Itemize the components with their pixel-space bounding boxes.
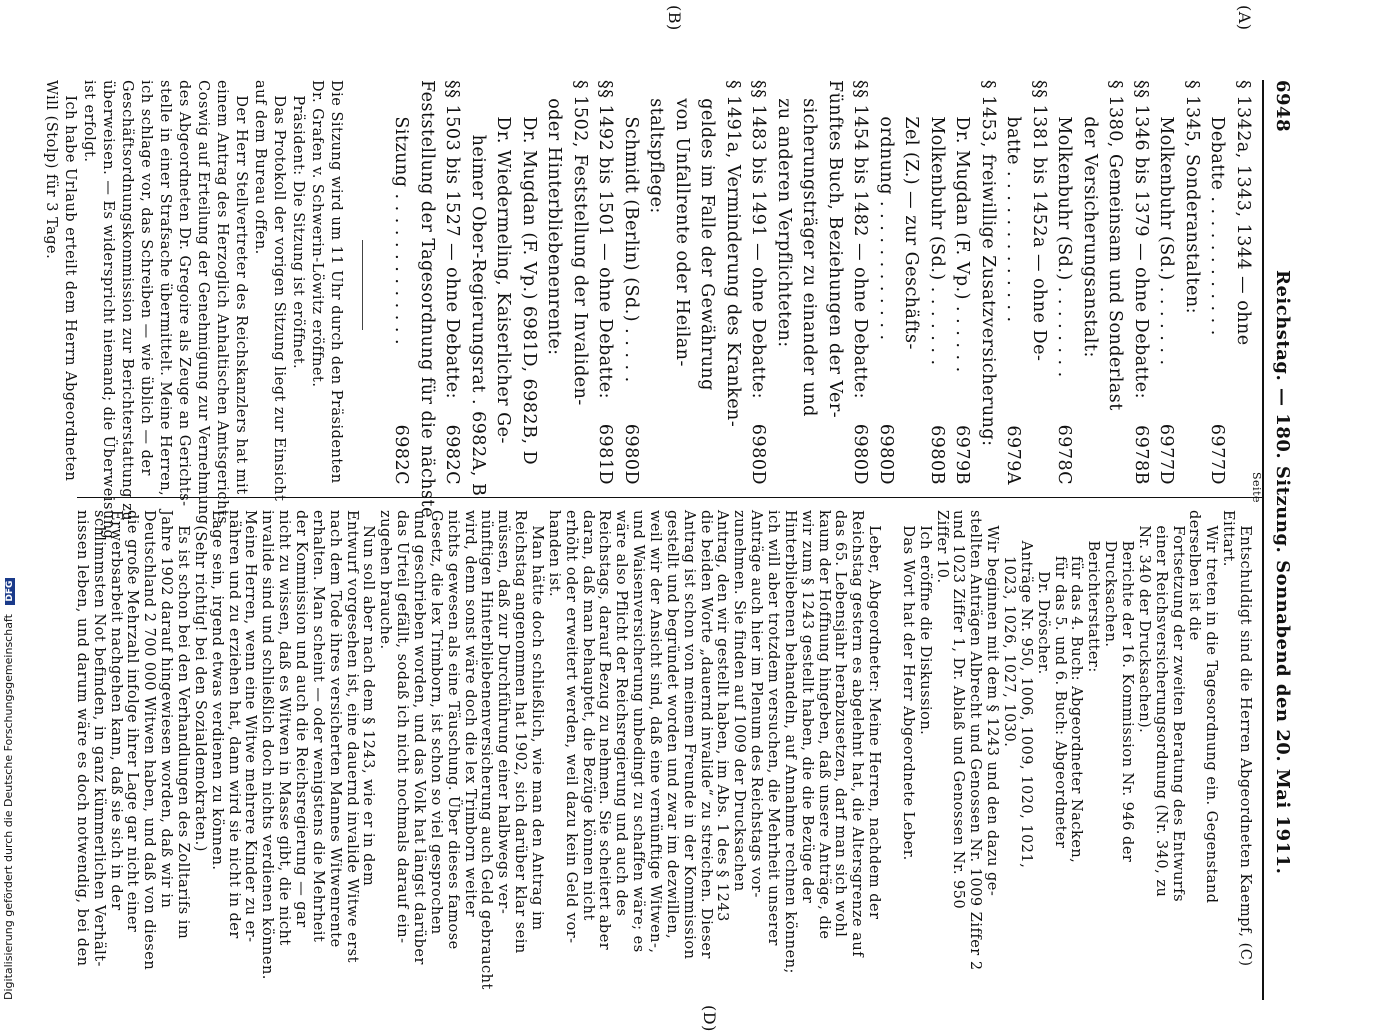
text-line: einem Antrag des Herzoglich Anhaltischen Amtsgerichts [214,80,230,525]
toc-row [439,80,465,485]
page-header [1267,80,1297,1000]
toc-page-ref: 6978B [1131,425,1151,485]
text-line: nissen leben, und darum wäre es doch notwendig, bei den [73,510,90,967]
toc-row [873,80,899,485]
toc-row [822,80,848,485]
header-rule [1262,80,1264,1000]
toc-entry: Molkenbuhr (Sd.) . . . . . . . [1156,80,1177,366]
toc-page-ref: 6982C [442,424,463,485]
text-line: und Waisenversicherung unbedingt zu schaffen wäre; es [630,510,647,953]
text-line: Anträge Nr. 950, 1006, 1009, 1020, 1021, [1017,510,1034,869]
text-line: erhöht oder erweitert werden, weil dazu kein Geld vor- [562,510,579,944]
rotated-page [43,5,1297,1032]
toc-entry: §§ 1492 bis 1501 — ohne Debatte: [595,80,616,400]
text-line: weil wir der Ansicht sind, daß eine vernünftige Witwen-, [647,510,663,954]
seite-label: Seite [1250,472,1263,503]
page-title: Reichstag. — 180. Sitzung. Sonnabend den 20. Mai 1911. [1272,270,1293,875]
page-number: 6948 [1272,80,1293,133]
toc-row [924,80,950,485]
toc-page-ref: 6981D [595,423,616,485]
toc-entry: §§ 1381 bis 1452a — ohne De- [1029,80,1049,362]
text-line: Ich eröffne die Diskussion. [916,510,933,736]
toc-row [949,80,975,485]
text-line: stelle in einer Strafsache übermittelt. Meine Herren, [157,80,173,497]
toc-page-ref: 6979B [952,425,973,485]
toc-entry: § 1502, Feststellung der Invaliden- [570,80,590,406]
toc-row [618,80,644,485]
text-line: Deutschland 2 700 000 Witwen haben, und daß von diesen [141,510,158,971]
toc-row [567,80,593,485]
toc-row [465,80,491,497]
toc-entry: Zel (Z.) — zur Geschäfts- [901,80,922,350]
toc-page-ref: 6980B [927,425,947,485]
text-line: der Kommission und auch die Reichsregierung — gar [293,510,309,928]
text-line: für das 4. Buch: Abgeordneter Nacken, [1068,510,1085,864]
text-line: ich will aber trotzdem versuchen, die Mehrheit unserer [765,510,781,946]
toc-row [975,80,1001,485]
toc-page-ref: 6980D [876,423,896,485]
text-line: kaum der Hoffnung hingeben, daß unsere Anträge, die [815,510,832,940]
toc-entry: § 1491a, Verminderung des Kranken- [723,80,743,428]
text-line: wäre also Pflicht der Reichsregierung und auch des [613,510,630,917]
text-line: Drucksachen. [1102,510,1119,648]
text-line: Lage sein, irgend etwas verdienen zu können. [208,510,225,871]
toc-page-ref: 6978C [1054,424,1075,485]
text-line: nünftigen Hinterbliebenenversicherung auch Geld gebraucht [478,510,495,990]
footer-credit [2,0,15,1000]
text-line: Es ist schon bei den Verhandlungen des Zolltarifs im [175,510,191,940]
toc-entry: zu anderen Verpflichteten: [774,80,794,348]
toc-row [669,80,695,485]
margin-marker-a: (A) [1235,5,1254,31]
toc-page-ref: 6979A [1003,425,1024,485]
toc-row [694,80,720,485]
toc-row [847,80,873,485]
margin-marker-b: (B) [665,5,684,31]
margin-marker-d: (D) [700,1005,719,1032]
toc-row [1026,80,1052,485]
text-line: einer Reichsversicherungsordnung (Nr. 340, zu [1152,510,1169,898]
text-line: daran, daß man behauptet, die Bezüge können nicht [579,510,596,921]
toc-page-ref: 6982C [391,424,412,485]
text-line: die große Mehrzahl infolge ihrer Lage gar nicht einer [124,510,141,933]
text-line: derselben ist die [1186,510,1203,641]
toc-row [388,80,414,485]
toc-entry: §§ 1346 bis 1379 — ohne Debatte: [1131,80,1151,400]
text-line: Berichte der 16. Kommission Nr. 946 der [1119,510,1135,863]
text-line: Hinterbliebenen behandeln, auf Annahme rechnen können; [781,510,798,974]
toc-entry: staltspflege: [646,80,667,214]
toc-row [745,80,771,485]
text-line: Die Sitzung wird um 11 Uhr durch den Präsidenten [328,80,344,484]
text-line: gestellt und begründet worden und zwar im dezwillen, [663,510,680,940]
toc-entry: Sitzung . . . . . . . . . . . . . [391,80,412,346]
toc-entry: Debatte . . . . . . . . . . . . [1207,80,1228,336]
text-line: Leber, Abgeordneter: Meine Herren, nachdem der [866,510,883,920]
toc-row [1153,80,1179,485]
toc-row [1179,80,1205,485]
text-line: Reichstag angenommen hat 1902, sich darüber klar sein [512,510,529,954]
toc-entry: Schmidt (Berlin) (Sd.) . . . . . [621,80,641,383]
text-line: müssen, daß zur Durchführung einer halbwegs ver- [495,510,512,915]
text-line: und 1023 Ziffer 1, Dr. Ablaß und Genossen Nr. 950 [950,510,967,910]
toc-row [1230,80,1256,485]
toc-row [1051,80,1077,485]
text-line: Wir beginnen mit dem § 1243 und den dazu ge- [984,510,1001,897]
toc-entry: Molkenbuhr (Sd.) . . . . . . . [927,80,947,366]
text-line: Eittart. [1220,510,1237,567]
toc-row [720,80,746,485]
toc-entry: § 1342a, 1343, 1344 — ohne [1233,80,1253,346]
text-line: Man hätte doch schließlich, wie man den Antrag im [529,510,545,931]
text-line: wir zum § 1243 gestellt haben, die die Bezüge der [798,510,815,904]
text-line: Geschäftsordnungskommission zur Berichterstattung zu [119,80,135,522]
toc-entry: geldes im Falle der Gewährung [697,80,718,391]
text-line: Reichstag gestern es abgelehnt hat, die Altersgrenze auf [849,510,866,958]
section-separator [362,240,363,330]
text-line: die beiden Worte „dauernd invalide“ zu streichen. Dieser [697,510,714,959]
toc-row [1128,80,1154,485]
text-line: überweisen. — Es widerspricht niemand; die Überweisung [100,80,116,540]
toc-page-ref: 6980D [621,423,641,485]
column-divider [77,497,1262,498]
text-line: das 65. Lebensjahr herabzusetzen, darf man sich wohl [832,510,849,938]
text-line: Antrag, den wir gestellt haben, im Abs. 1 des § 1243 [714,510,731,922]
text-line: erhalten. Man scheint — oder wenigstens die Mehrheit [309,510,326,943]
text-line: nähren und zu erziehen hat, dann wird sie nicht in der [225,510,242,939]
text-line: (Sehr richtig! bei den Sozialdemokraten.) [191,510,208,852]
text-line: Ich habe Urlaub erteilt dem Herrn Abgeordneten [62,80,78,482]
text-line: Wir treten in die Tagesordnung ein. Gegenstand [1203,510,1220,904]
dfg-logo: DFG [5,578,15,605]
toc-entry: § 1380, Gemeinsam und Sonderlast [1105,80,1126,411]
text-line: ich schlage vor, das Schreiben — wie üblich — der [138,80,154,476]
text-line: Fortsetzung der zweiten Beratung des Entwurfs [1169,510,1186,903]
text-line: Reichstags, darauf Bezug zu nehmen. Sie scheitert aber [596,510,613,951]
text-line: wird, denn sonst wäre doch die lex Trimborn weiter [461,510,478,918]
text-line: nach dem Tode ihres versicherten Mannes Witwenrente [326,510,343,948]
text-line: Das Wort hat der Herr Abgeordnete Leber. [899,510,916,861]
toc-entry: sicherungsträger zu einander und [799,80,820,417]
text-line: Erwerbsarbeit nachgehen kann, daß sie sich in der [107,510,124,911]
toc-entry: §§ 1454 bis 1482 — ohne Debatte: [850,80,871,400]
toc-entry: Dr. Mugdan (F. Vp.) . . . . . . [952,80,973,373]
text-line: nichts gewesen als eine Täuschung. Über dieses famose [444,510,461,950]
toc-entry: von Unfallrente oder Heilan- [672,80,692,367]
text-line: Antrag ist schon von meinem Freunde in der Kommission [680,510,697,960]
toc-entry: § 1345, Sonderanstalten: [1182,80,1202,314]
footer-text: Digitalisierung gefördert durch die Deutsche Forschungsgemeinschaft [2,614,15,1000]
text-line: stellten Anträgen Albrecht und Genossen Nr. 1009 Ziffer 2 [967,510,984,971]
text-line: schlimmsten Not befinden, in ganz kümmerlichen Verhält- [90,510,107,967]
text-line: Jahre 1902 darauf hingewiesen worden, daß wir in [158,510,175,909]
text-line: Anträge auch hier im Plenum des Reichstags vor- [748,510,765,898]
toc-row [771,80,797,485]
text-line: Präsident: Die Sitzung ist eröffnet. [290,80,306,370]
toc-row [1102,80,1128,485]
toc-row [796,80,822,485]
toc-row [898,80,924,485]
text-line: 1023, 1026, 1027, 1030. [1001,510,1017,748]
toc-entry: Molkenbuhr (Sd.) . . . . . . . . [1054,80,1075,378]
text-line: des Abgeordneten Dr. Gregoire als Zeuge an Gerichts- [176,80,192,507]
text-line: Berichterstatter: [1085,510,1102,673]
text-line: das Urteil gefällt, sodaß ich nicht nochmals darauf ein- [394,510,411,944]
text-line: zunehmen. Sie finden auf 1009 der Drucksachen [731,510,748,892]
toc-page-ref: 6977D [1207,423,1228,485]
toc-row [592,80,618,485]
text-line: auf dem Bureau offen. [252,80,268,255]
text-line: Entwurf vorgesehen ist, eine dauernd invalide Witwe erst [343,510,360,963]
text-line: invalide sind und schließlich doch nichts verdienen können. [259,510,276,980]
toc-entry: ordnung . . . . . . . . . . . . [876,80,896,341]
toc-entry: der Versicherungsanstalt: [1080,80,1100,358]
text-line: handen ist. [545,510,562,598]
text-line: Ziffer 10. [933,510,950,584]
toc-page-ref: 6980D [850,423,871,485]
text-line: Nun soll aber nach dem § 1243, wie er in dem [360,510,377,887]
text-line: Will (Stolp) für 3 Tage. [43,80,59,260]
text-line: zugehen brauche. [377,510,394,650]
toc-row [1204,80,1230,485]
toc-row [414,80,440,518]
toc-entry: Feststellung der Tagesordnung für die nächste [417,80,437,518]
toc-row [490,80,516,485]
toc-entry: §§ 1503 bis 1527 — ohne Debatte: [442,80,463,400]
toc-entry: oder Hinterbliebenenrente: [544,80,565,356]
text-line: Coswig auf Erteilung der Genehmigung zur Vernehmung [195,80,211,525]
text-line: Dr. Grafen v. Schwerin-Löwitz eröffnet. [309,80,325,388]
toc-entry: batte . . . . . . . . . . . . . [1003,80,1024,323]
text-line: Meine Herren, wenn eine Witwe mehrere Kinder zu er- [242,510,259,943]
text-line: Der Herr Stellvertreter des Reichskanzlers hat mit [233,80,249,495]
text-line: für das 5. und 6. Buch: Abgeordneter [1051,510,1068,849]
toc-entry: Dr. Wiedermeling, Kaiserlicher Ge- [493,80,514,444]
text-line: Entschuldigt sind die Herren Abgeordneten Kaempf, (C) [1237,510,1253,967]
text-line: ist erfolgt. [81,80,97,163]
toc-row [643,80,669,485]
toc-row [1077,80,1103,485]
toc-entry: § 1453, freiwillige Zusatzversicherung: [978,80,998,447]
toc-page-ref: 6977D [1156,423,1177,485]
toc-page-ref: 6980D [748,423,769,485]
text-line: und geschrieben worden, und das Volk hat längst darüber [411,510,427,965]
text-line: nicht zu wissen, daß es Witwen in Masse gibt, die nicht [276,510,293,946]
toc-entry: Fünftes Buch, Beziehungen der Ver- [825,80,845,419]
toc-row [516,80,542,485]
text-line: Das Protokoll der vorigen Sitzung liegt zur Einsicht [271,80,287,502]
toc-entry: heimer Ober-Regierungsrat . 6982A, B [468,80,488,497]
toc-entry: §§ 1483 bis 1491 — ohne Debatte: [748,80,769,400]
text-line: Gesetz, die lex Trimborn, ist schon so viel gesprochen [427,510,444,935]
toc-entry: Dr. Mugdan (F. Vp.) 6981D, 6982B, D [519,80,539,466]
toc-row [1000,80,1026,485]
toc-row [541,80,567,485]
text-line: Nr. 340 der Drucksachen). [1135,510,1152,734]
text-line: Dr. Dröscher. [1034,510,1051,675]
